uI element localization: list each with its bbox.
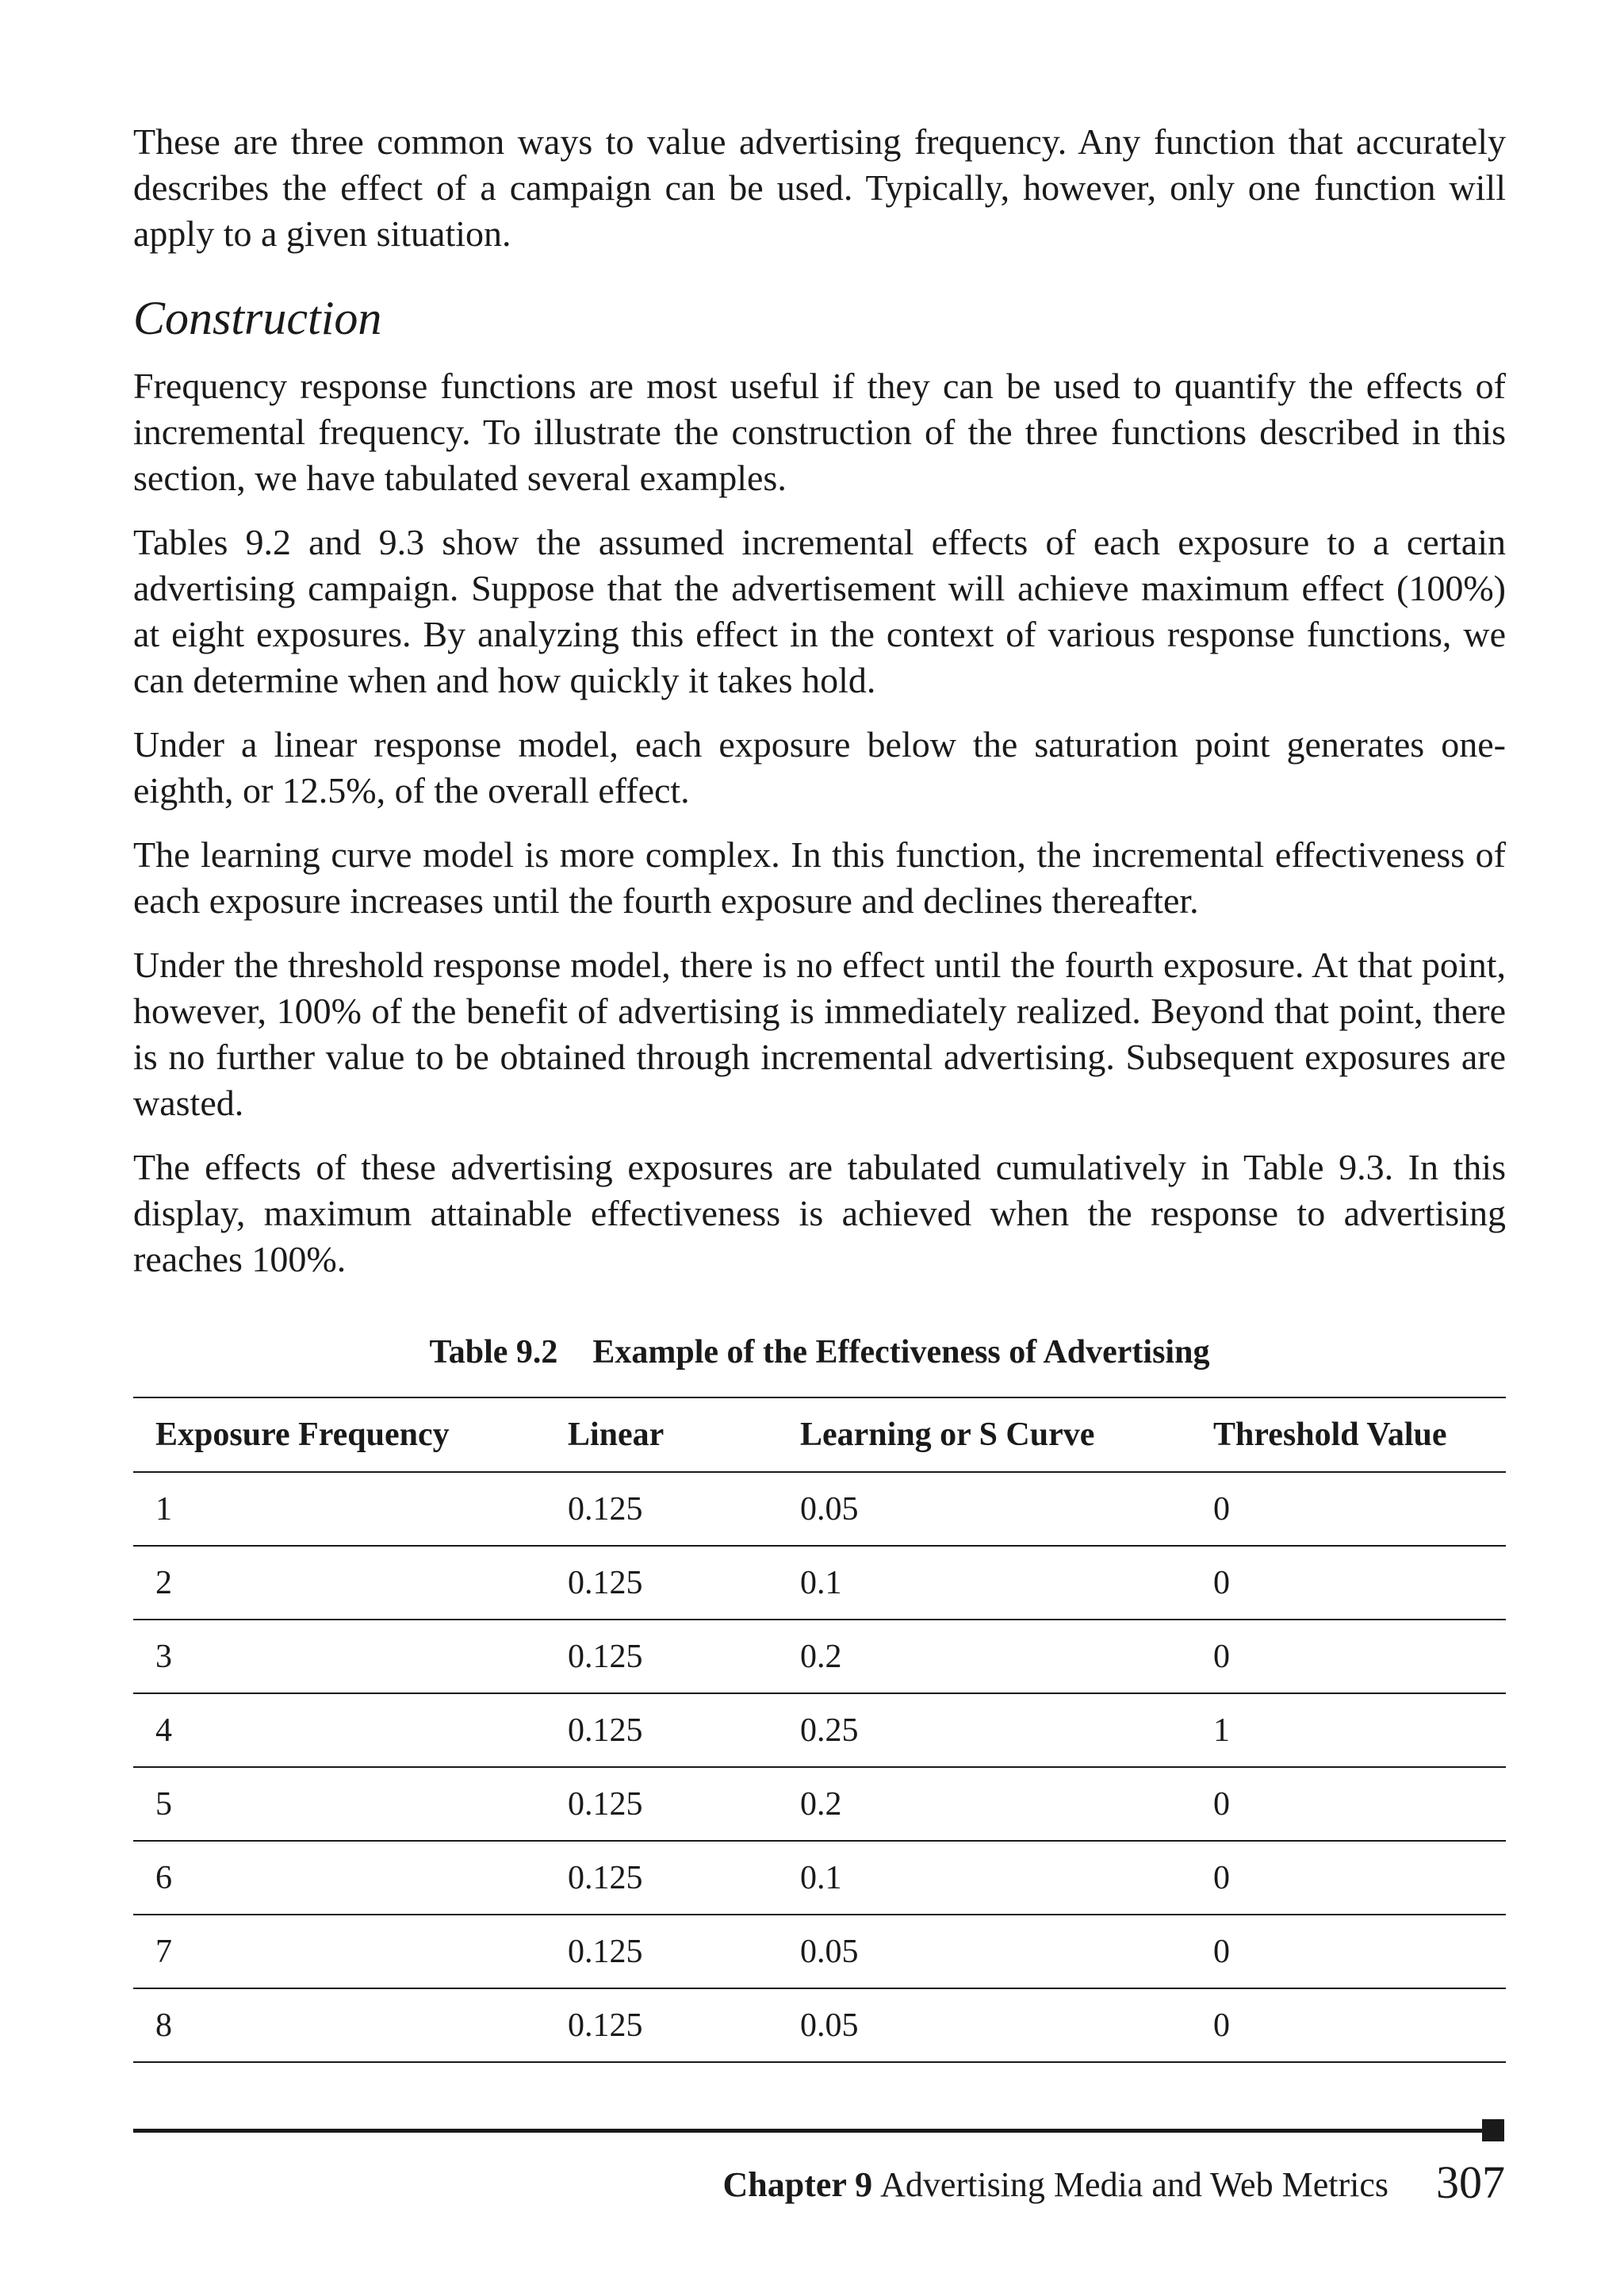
cell-linear: 0.125 [546, 1988, 778, 2062]
table-row [133, 1472, 1506, 1546]
footer-rule [133, 2129, 1491, 2133]
cell-exposure: 8 [133, 1988, 546, 2062]
cell-learning: 0.1 [778, 1546, 1191, 1620]
cell-learning: 0.05 [778, 1472, 1191, 1546]
cell-exposure: 1 [133, 1472, 546, 1546]
cell-exposure: 5 [133, 1767, 546, 1841]
header-exposure-frequency: Exposure Frequency [133, 1397, 546, 1472]
cell-exposure: 7 [133, 1915, 546, 1988]
cell-threshold: 0 [1191, 1988, 1506, 2062]
cell-linear: 0.125 [546, 1620, 778, 1693]
body-paragraph-3: Under a linear response model, each exposure below the saturation point generates one-eighth, or 12.5%, of the overall effect. [133, 724, 1506, 811]
cell-linear: 0.125 [546, 1841, 778, 1915]
cell-linear: 0.125 [546, 1767, 778, 1841]
cell-learning: 0.25 [778, 1693, 1191, 1767]
cell-exposure: 6 [133, 1841, 546, 1915]
header-learning-curve: Learning or S Curve [778, 1397, 1191, 1472]
cell-learning: 0.05 [778, 1915, 1191, 1988]
table-caption-number: Table 9.2 [429, 1334, 558, 1371]
cell-threshold: 0 [1191, 1546, 1506, 1620]
table-row [133, 1620, 1506, 1693]
footer-rule-square-marker [1482, 2119, 1504, 2141]
header-linear: Linear [546, 1397, 778, 1472]
cell-threshold: 0 [1191, 1915, 1506, 1988]
cell-threshold: 0 [1191, 1841, 1506, 1915]
cell-linear: 0.125 [546, 1693, 778, 1767]
cell-learning: 0.2 [778, 1620, 1191, 1693]
cell-linear: 0.125 [546, 1472, 778, 1546]
cell-threshold: 0 [1191, 1472, 1506, 1546]
body-paragraph-2: Tables 9.2 and 9.3 show the assumed incremental effects of each exposure to a certain advertising campaign. Suppose that the advertisement will achieve maximum effect (100%) at eight exposures. By analyzing this effect in the context of various response functions, we can determine when and how quickly it takes hold. [133, 522, 1506, 700]
cell-learning: 0.2 [778, 1767, 1191, 1841]
table-caption [133, 1332, 1506, 1373]
intro-paragraph: These are three common ways to value advertising frequency. Any function that accurately describes the effect of a campaign can be used. Typically, however, only one function will apply to a given situation. [133, 121, 1506, 254]
body-paragraph-4: The learning curve model is more complex. In this function, the incremental effectiveness of each exposure increases until the fourth exposure and declines thereafter. [133, 834, 1506, 921]
table-caption-title: Example of the Effectiveness of Advertising [592, 1334, 1210, 1371]
cell-exposure: 4 [133, 1693, 546, 1767]
footer-chapter-title: Advertising Media and Web Metrics [880, 2165, 1388, 2204]
cell-exposure: 2 [133, 1546, 546, 1620]
table-row [133, 1693, 1506, 1767]
table-header-row [133, 1397, 1506, 1472]
cell-exposure: 3 [133, 1620, 546, 1693]
table-row [133, 1988, 1506, 2062]
footer-chapter-label: Chapter 9 [722, 2165, 873, 2204]
page-content [133, 119, 1506, 2063]
body-paragraph-6: The effects of these advertising exposures are tabulated cumulatively in Table 9.3. In this display, maximum attainable effectiveness is achieved when the response to advertising reaches 100%. [133, 1147, 1506, 1279]
header-threshold-value: Threshold Value [1191, 1397, 1506, 1472]
body-paragraph-1: Frequency response functions are most useful if they can be used to quantify the effects of incremental frequency. To illustrate the construction of the three functions described in this section, we have tabulated several examples. [133, 366, 1506, 498]
table-row [133, 1767, 1506, 1841]
cell-learning: 0.05 [778, 1988, 1191, 2062]
section-heading: Construction [133, 292, 382, 344]
effectiveness-table [133, 1397, 1506, 2063]
body-paragraph-5: Under the threshold response model, there is no effect until the fourth exposure. At that point, however, 100% of the benefit of advertising is immediately realized. Beyond that point, there is no further value to be obtained through incremental advertising. Subsequent exposures are wasted. [133, 945, 1506, 1123]
cell-linear: 0.125 [546, 1546, 778, 1620]
page-footer [722, 2156, 1505, 2209]
cell-learning: 0.1 [778, 1841, 1191, 1915]
table-row [133, 1841, 1506, 1915]
cell-threshold: 0 [1191, 1620, 1506, 1693]
cell-threshold: 1 [1191, 1693, 1506, 1767]
footer-page-number: 307 [1436, 2156, 1505, 2208]
table-row [133, 1546, 1506, 1620]
table-row [133, 1915, 1506, 1988]
cell-threshold: 0 [1191, 1767, 1506, 1841]
cell-linear: 0.125 [546, 1915, 778, 1988]
